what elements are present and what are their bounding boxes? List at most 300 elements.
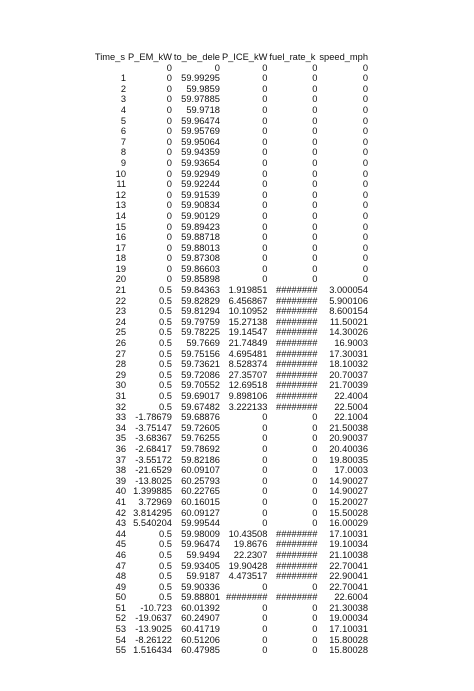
speed-cell[interactable]: 0 bbox=[362, 94, 368, 105]
time-cell[interactable]: 54 bbox=[115, 634, 126, 645]
time-cell[interactable]: 8 bbox=[120, 147, 126, 158]
p-ice-cell[interactable]: 0 bbox=[262, 263, 268, 274]
speed-cell[interactable]: 0 bbox=[362, 210, 368, 221]
speed-cell[interactable]: 16.9003 bbox=[334, 338, 368, 349]
speed-cell[interactable]: 22.70041 bbox=[329, 560, 368, 571]
to-be-dele-cell[interactable]: 59.7669 bbox=[186, 338, 220, 349]
p-ice-cell[interactable]: 15.27138 bbox=[228, 316, 268, 327]
p-em-cell[interactable]: 0.5 bbox=[158, 369, 172, 380]
speed-cell[interactable]: 0 bbox=[362, 179, 368, 190]
fuel-rate-cell[interactable]: 0 bbox=[312, 465, 318, 476]
p-ice-cell[interactable]: 6.456867 bbox=[228, 295, 268, 306]
p-ice-cell[interactable]: 4.695481 bbox=[228, 348, 268, 359]
p-ice-cell[interactable]: 19.8676 bbox=[233, 539, 268, 550]
time-cell[interactable]: 40 bbox=[115, 486, 126, 497]
speed-cell[interactable]: 0 bbox=[362, 253, 368, 264]
fuel-rate-cell[interactable]: 0 bbox=[312, 210, 318, 221]
p-ice-cell[interactable]: 0 bbox=[262, 274, 268, 285]
p-em-cell[interactable]: -13.8025 bbox=[135, 475, 172, 486]
fuel-rate-cell[interactable]: ######## bbox=[276, 369, 318, 380]
p-ice-cell[interactable]: 0 bbox=[262, 221, 268, 232]
fuel-rate-cell[interactable]: ######## bbox=[276, 391, 318, 401]
p-em-cell[interactable]: 0.5 bbox=[158, 528, 172, 539]
p-em-cell[interactable]: 0.5 bbox=[158, 401, 172, 412]
speed-cell[interactable]: 11.50021 bbox=[329, 316, 368, 327]
speed-cell[interactable]: 5.900106 bbox=[329, 295, 368, 306]
speed-cell[interactable]: 0 bbox=[362, 263, 368, 274]
fuel-rate-cell[interactable]: 0 bbox=[312, 104, 318, 115]
p-ice-cell[interactable]: 0 bbox=[262, 486, 268, 497]
speed-cell[interactable]: 22.70041 bbox=[329, 581, 368, 592]
to-be-dele-cell[interactable]: 60.41719 bbox=[181, 624, 220, 635]
time-cell[interactable]: 45 bbox=[115, 539, 126, 550]
time-cell[interactable]: 6 bbox=[120, 126, 126, 137]
p-ice-cell[interactable]: 0 bbox=[262, 210, 268, 221]
speed-cell[interactable]: 16.00029 bbox=[329, 518, 368, 529]
speed-cell[interactable]: 0 bbox=[362, 62, 368, 73]
p-ice-cell[interactable]: 0 bbox=[262, 443, 268, 454]
time-cell[interactable]: 25 bbox=[115, 327, 126, 338]
time-cell[interactable]: 14 bbox=[115, 210, 126, 221]
to-be-dele-cell[interactable]: 59.9718 bbox=[186, 104, 220, 115]
to-be-dele-cell[interactable]: 59.9859 bbox=[186, 83, 220, 94]
time-cell[interactable]: 39 bbox=[115, 475, 126, 486]
to-be-dele-cell[interactable]: 59.87308 bbox=[181, 253, 220, 264]
time-cell[interactable]: 21 bbox=[115, 285, 126, 296]
speed-cell[interactable]: 20.40036 bbox=[329, 443, 368, 454]
time-cell[interactable]: 1 bbox=[120, 73, 126, 84]
p-ice-cell[interactable]: 0 bbox=[262, 454, 268, 465]
fuel-rate-cell[interactable]: 0 bbox=[312, 496, 318, 507]
p-em-cell[interactable]: 3.72969 bbox=[138, 496, 172, 507]
to-be-dele-cell[interactable]: 59.93654 bbox=[181, 157, 220, 168]
time-cell[interactable]: 30 bbox=[115, 380, 126, 391]
p-em-cell[interactable]: 0 bbox=[166, 242, 172, 253]
to-be-dele-cell[interactable]: 59.78692 bbox=[181, 443, 220, 454]
fuel-rate-cell[interactable]: ######## bbox=[276, 306, 318, 317]
to-be-dele-cell[interactable]: 60.22765 bbox=[181, 486, 220, 497]
p-ice-cell[interactable]: 0 bbox=[262, 232, 268, 243]
p-em-cell[interactable]: 0 bbox=[166, 104, 172, 115]
time-cell[interactable]: 10 bbox=[115, 168, 126, 179]
to-be-dele-cell[interactable]: 59.79759 bbox=[181, 316, 220, 327]
p-ice-cell[interactable]: 19.90428 bbox=[228, 560, 268, 571]
fuel-rate-cell[interactable]: ######## bbox=[276, 359, 318, 370]
fuel-rate-cell[interactable]: 0 bbox=[312, 168, 318, 179]
p-ice-cell[interactable]: 10.10952 bbox=[228, 306, 268, 317]
time-cell[interactable]: 33 bbox=[115, 412, 126, 423]
p-ice-cell[interactable]: 0 bbox=[262, 126, 268, 137]
speed-cell[interactable]: 0 bbox=[362, 126, 368, 137]
fuel-rate-cell[interactable]: 0 bbox=[312, 454, 318, 465]
to-be-dele-cell[interactable]: 59.9187 bbox=[186, 571, 220, 582]
to-be-dele-cell[interactable]: 59.99295 bbox=[181, 73, 220, 84]
time-cell[interactable]: 28 bbox=[115, 359, 126, 370]
time-cell[interactable]: 23 bbox=[115, 306, 126, 317]
column-header-speed[interactable]: speed_mph bbox=[319, 52, 368, 62]
to-be-dele-cell[interactable]: 59.92949 bbox=[181, 168, 220, 179]
p-em-cell[interactable]: 0.5 bbox=[158, 348, 172, 359]
p-ice-cell[interactable]: 0 bbox=[262, 136, 268, 147]
time-cell[interactable]: 19 bbox=[115, 263, 126, 274]
time-cell[interactable]: 12 bbox=[115, 189, 126, 200]
time-cell[interactable]: 52 bbox=[115, 613, 126, 624]
speed-cell[interactable]: 0 bbox=[362, 147, 368, 158]
time-cell[interactable]: 31 bbox=[115, 391, 126, 401]
fuel-rate-cell[interactable]: ######## bbox=[276, 327, 318, 338]
fuel-rate-cell[interactable]: ######## bbox=[276, 549, 318, 560]
p-ice-cell[interactable]: 0 bbox=[262, 83, 268, 94]
p-ice-cell[interactable]: 0 bbox=[262, 115, 268, 126]
speed-cell[interactable]: 20.70037 bbox=[329, 369, 368, 380]
p-em-cell[interactable]: 0.5 bbox=[158, 571, 172, 582]
to-be-dele-cell[interactable]: 59.68876 bbox=[181, 412, 220, 423]
to-be-dele-cell[interactable]: 59.70552 bbox=[181, 380, 220, 391]
time-cell[interactable]: 53 bbox=[115, 624, 126, 635]
to-be-dele-cell[interactable]: 59.95769 bbox=[181, 126, 220, 137]
time-cell[interactable]: 20 bbox=[115, 274, 126, 285]
to-be-dele-cell[interactable]: 59.78225 bbox=[181, 327, 220, 338]
speed-cell[interactable]: 0 bbox=[362, 274, 368, 285]
p-em-cell[interactable]: 0.5 bbox=[158, 560, 172, 571]
time-cell[interactable]: 50 bbox=[115, 592, 126, 603]
to-be-dele-cell[interactable]: 59.67482 bbox=[181, 401, 220, 412]
to-be-dele-cell[interactable]: 60.47985 bbox=[181, 645, 220, 656]
p-ice-cell[interactable]: 22.2307 bbox=[233, 549, 268, 560]
time-cell[interactable]: 5 bbox=[120, 115, 126, 126]
time-cell[interactable]: 42 bbox=[115, 507, 126, 518]
p-em-cell[interactable]: 0.5 bbox=[158, 359, 172, 370]
to-be-dele-cell[interactable]: 59.9494 bbox=[186, 549, 220, 560]
to-be-dele-cell[interactable]: 59.82829 bbox=[181, 295, 220, 306]
fuel-rate-cell[interactable]: ######## bbox=[276, 560, 318, 571]
to-be-dele-cell[interactable]: 60.24907 bbox=[181, 613, 220, 624]
p-em-cell[interactable]: 0.5 bbox=[158, 391, 172, 401]
p-em-cell[interactable]: 0.5 bbox=[158, 327, 172, 338]
p-ice-cell[interactable]: 0 bbox=[262, 200, 268, 211]
p-ice-cell[interactable]: 0 bbox=[262, 465, 268, 476]
time-cell[interactable]: 27 bbox=[115, 348, 126, 359]
p-em-cell[interactable]: 0 bbox=[166, 210, 172, 221]
time-cell[interactable]: 32 bbox=[115, 401, 126, 412]
speed-cell[interactable]: 20.90037 bbox=[329, 433, 368, 444]
p-em-cell[interactable]: 1.516434 bbox=[133, 645, 172, 656]
p-ice-cell[interactable]: ######## bbox=[226, 592, 268, 603]
to-be-dele-cell[interactable]: 59.73621 bbox=[181, 359, 220, 370]
fuel-rate-cell[interactable]: 0 bbox=[312, 126, 318, 137]
fuel-rate-cell[interactable]: 0 bbox=[312, 634, 318, 645]
to-be-dele-cell[interactable]: 59.93405 bbox=[181, 560, 220, 571]
speed-cell[interactable]: 15.80028 bbox=[329, 645, 368, 656]
speed-cell[interactable]: 22.5004 bbox=[334, 401, 368, 412]
to-be-dele-cell[interactable]: 60.09107 bbox=[181, 465, 220, 476]
fuel-rate-cell[interactable]: ######## bbox=[276, 539, 318, 550]
p-ice-cell[interactable]: 19.14547 bbox=[228, 327, 268, 338]
to-be-dele-cell[interactable]: 60.16015 bbox=[181, 496, 220, 507]
fuel-rate-cell[interactable]: 0 bbox=[312, 253, 318, 264]
time-cell[interactable]: 22 bbox=[115, 295, 126, 306]
p-ice-cell[interactable]: 9.898106 bbox=[228, 391, 268, 401]
speed-cell[interactable]: 17.30031 bbox=[329, 348, 368, 359]
p-ice-cell[interactable]: 0 bbox=[262, 242, 268, 253]
fuel-rate-cell[interactable]: ######## bbox=[276, 338, 318, 349]
to-be-dele-cell[interactable]: 59.88801 bbox=[181, 592, 220, 603]
fuel-rate-cell[interactable]: 0 bbox=[312, 274, 318, 285]
p-em-cell[interactable]: 0 bbox=[166, 147, 172, 158]
p-em-cell[interactable]: 0.5 bbox=[158, 581, 172, 592]
p-em-cell[interactable]: 0 bbox=[166, 157, 172, 168]
to-be-dele-cell[interactable]: 59.88013 bbox=[181, 242, 220, 253]
speed-cell[interactable]: 14.30026 bbox=[329, 327, 368, 338]
p-ice-cell[interactable]: 0 bbox=[262, 179, 268, 190]
to-be-dele-cell[interactable]: 59.84363 bbox=[181, 285, 220, 296]
speed-cell[interactable]: 0 bbox=[362, 242, 368, 253]
to-be-dele-cell[interactable]: 59.97885 bbox=[181, 94, 220, 105]
time-cell[interactable]: 34 bbox=[115, 422, 126, 433]
p-em-cell[interactable]: -21.6529 bbox=[135, 465, 172, 476]
fuel-rate-cell[interactable]: ######## bbox=[276, 348, 318, 359]
time-cell[interactable]: 17 bbox=[115, 242, 126, 253]
time-cell[interactable]: 2 bbox=[120, 83, 126, 94]
speed-cell[interactable]: 17.10031 bbox=[329, 624, 368, 635]
speed-cell[interactable]: 19.00034 bbox=[329, 613, 368, 624]
speed-cell[interactable]: 21.30038 bbox=[329, 602, 368, 613]
to-be-dele-cell[interactable]: 60.01392 bbox=[181, 602, 220, 613]
speed-cell[interactable]: 0 bbox=[362, 221, 368, 232]
to-be-dele-cell[interactable]: 59.82186 bbox=[181, 454, 220, 465]
p-ice-cell[interactable]: 0 bbox=[262, 62, 268, 73]
p-em-cell[interactable]: 0 bbox=[166, 62, 172, 73]
fuel-rate-cell[interactable]: ######## bbox=[276, 316, 318, 327]
p-ice-cell[interactable]: 0 bbox=[262, 433, 268, 444]
speed-cell[interactable]: 0 bbox=[362, 104, 368, 115]
time-cell[interactable]: 36 bbox=[115, 443, 126, 454]
to-be-dele-cell[interactable]: 59.81294 bbox=[181, 306, 220, 317]
time-cell[interactable]: 51 bbox=[115, 602, 126, 613]
column-header-to-be-deleted[interactable]: to_be_dele bbox=[173, 52, 220, 62]
fuel-rate-cell[interactable]: ######## bbox=[276, 295, 318, 306]
column-header-fuel-rate[interactable]: fuel_rate_k bbox=[269, 52, 316, 62]
to-be-dele-cell[interactable]: 60.09127 bbox=[181, 507, 220, 518]
p-em-cell[interactable]: 0 bbox=[166, 274, 172, 285]
to-be-dele-cell[interactable]: 59.90834 bbox=[181, 200, 220, 211]
time-cell[interactable]: 4 bbox=[120, 104, 126, 115]
p-ice-cell[interactable]: 0 bbox=[262, 507, 268, 518]
p-em-cell[interactable]: -2.68417 bbox=[135, 443, 172, 454]
p-ice-cell[interactable]: 4.473517 bbox=[228, 571, 268, 582]
p-em-cell[interactable]: 0.5 bbox=[158, 295, 172, 306]
time-cell[interactable]: 24 bbox=[115, 316, 126, 327]
fuel-rate-cell[interactable]: ######## bbox=[276, 528, 318, 539]
speed-cell[interactable]: 8.600154 bbox=[329, 306, 368, 317]
speed-cell[interactable]: 0 bbox=[362, 189, 368, 200]
fuel-rate-cell[interactable]: 0 bbox=[312, 115, 318, 126]
p-ice-cell[interactable]: 0 bbox=[262, 581, 268, 592]
to-be-dele-cell[interactable]: 59.98009 bbox=[181, 528, 220, 539]
fuel-rate-cell[interactable]: 0 bbox=[312, 602, 318, 613]
to-be-dele-cell[interactable]: 60.51206 bbox=[181, 634, 220, 645]
to-be-dele-cell[interactable]: 59.69017 bbox=[181, 391, 220, 401]
time-cell[interactable]: 35 bbox=[115, 433, 126, 444]
time-cell[interactable]: 26 bbox=[115, 338, 126, 349]
p-ice-cell[interactable]: 10.43508 bbox=[228, 528, 268, 539]
p-em-cell[interactable]: 5.540204 bbox=[133, 518, 172, 529]
p-em-cell[interactable]: 0 bbox=[166, 263, 172, 274]
p-ice-cell[interactable]: 3.222133 bbox=[228, 401, 268, 412]
fuel-rate-cell[interactable]: ######## bbox=[276, 401, 318, 412]
fuel-rate-cell[interactable]: 0 bbox=[312, 433, 318, 444]
to-be-dele-cell[interactable]: 59.89423 bbox=[181, 221, 220, 232]
p-em-cell[interactable]: 0 bbox=[166, 168, 172, 179]
p-em-cell[interactable]: 0 bbox=[166, 136, 172, 147]
fuel-rate-cell[interactable]: 0 bbox=[312, 475, 318, 486]
column-header-time[interactable]: Time_s bbox=[94, 52, 125, 62]
p-ice-cell[interactable]: 0 bbox=[262, 189, 268, 200]
p-em-cell[interactable]: 0 bbox=[166, 189, 172, 200]
p-em-cell[interactable]: 0 bbox=[166, 232, 172, 243]
speed-cell[interactable]: 17.10031 bbox=[329, 528, 368, 539]
fuel-rate-cell[interactable]: 0 bbox=[312, 136, 318, 147]
speed-cell[interactable]: 21.10038 bbox=[329, 549, 368, 560]
speed-cell[interactable]: 19.10034 bbox=[329, 539, 368, 550]
p-em-cell[interactable]: 0.5 bbox=[158, 316, 172, 327]
speed-cell[interactable]: 0 bbox=[362, 157, 368, 168]
p-ice-cell[interactable]: 0 bbox=[262, 168, 268, 179]
speed-cell[interactable]: 14.90027 bbox=[329, 475, 368, 486]
p-ice-cell[interactable]: 0 bbox=[262, 253, 268, 264]
p-ice-cell[interactable]: 0 bbox=[262, 422, 268, 433]
p-em-cell[interactable]: 0 bbox=[166, 126, 172, 137]
time-cell[interactable]: 41 bbox=[115, 496, 126, 507]
p-em-cell[interactable]: -10.723 bbox=[140, 602, 172, 613]
p-ice-cell[interactable]: 0 bbox=[262, 73, 268, 84]
to-be-dele-cell[interactable]: 59.90129 bbox=[181, 210, 220, 221]
p-em-cell[interactable]: 0 bbox=[166, 221, 172, 232]
to-be-dele-cell[interactable]: 59.88718 bbox=[181, 232, 220, 243]
fuel-rate-cell[interactable]: 0 bbox=[312, 62, 318, 73]
fuel-rate-cell[interactable]: 0 bbox=[312, 157, 318, 168]
fuel-rate-cell[interactable]: ######## bbox=[276, 380, 318, 391]
p-ice-cell[interactable]: 0 bbox=[262, 624, 268, 635]
p-em-cell[interactable]: 0.5 bbox=[158, 539, 172, 550]
to-be-dele-cell[interactable]: 59.99544 bbox=[181, 518, 220, 529]
fuel-rate-cell[interactable]: ######## bbox=[276, 571, 318, 582]
p-ice-cell[interactable]: 0 bbox=[262, 496, 268, 507]
time-cell[interactable] bbox=[68, 63, 127, 74]
p-em-cell[interactable]: 0 bbox=[166, 73, 172, 84]
p-em-cell[interactable]: 0.5 bbox=[158, 338, 172, 349]
fuel-rate-cell[interactable]: ######## bbox=[276, 592, 318, 603]
to-be-dele-cell[interactable]: 59.96474 bbox=[181, 115, 220, 126]
speed-cell[interactable]: 0 bbox=[362, 83, 368, 94]
time-cell[interactable]: 43 bbox=[115, 518, 126, 529]
time-cell[interactable]: 29 bbox=[115, 369, 126, 380]
p-em-cell[interactable]: 0.5 bbox=[158, 380, 172, 391]
p-ice-cell[interactable]: 0 bbox=[262, 147, 268, 158]
to-be-dele-cell[interactable]: 59.90336 bbox=[181, 581, 220, 592]
p-em-cell[interactable]: 0 bbox=[166, 200, 172, 211]
p-ice-cell[interactable]: 0 bbox=[262, 634, 268, 645]
p-ice-cell[interactable]: 1.919851 bbox=[228, 285, 268, 296]
column-header-p-em[interactable]: P_EM_kW bbox=[128, 52, 172, 62]
to-be-dele-cell[interactable]: 59.72605 bbox=[181, 422, 220, 433]
fuel-rate-cell[interactable]: 0 bbox=[312, 147, 318, 158]
p-em-cell[interactable]: 0.5 bbox=[158, 306, 172, 317]
fuel-rate-cell[interactable]: 0 bbox=[312, 189, 318, 200]
p-em-cell[interactable]: 0 bbox=[166, 179, 172, 190]
to-be-dele-cell[interactable]: 59.76255 bbox=[181, 433, 220, 444]
time-cell[interactable]: 13 bbox=[115, 200, 126, 211]
time-cell[interactable]: 16 bbox=[115, 232, 126, 243]
speed-cell[interactable]: 19.80035 bbox=[329, 454, 368, 465]
time-cell[interactable]: 49 bbox=[115, 581, 126, 592]
fuel-rate-cell[interactable]: 0 bbox=[312, 83, 318, 94]
speed-cell[interactable]: 3.000054 bbox=[329, 285, 368, 296]
to-be-dele-cell[interactable]: 59.92244 bbox=[181, 179, 220, 190]
p-em-cell[interactable]: -3.55172 bbox=[135, 454, 172, 465]
to-be-dele-cell[interactable]: 59.72086 bbox=[181, 369, 220, 380]
p-ice-cell[interactable]: 0 bbox=[262, 613, 268, 624]
fuel-rate-cell[interactable]: 0 bbox=[312, 179, 318, 190]
time-cell[interactable]: 15 bbox=[115, 221, 126, 232]
speed-cell[interactable]: 18.10032 bbox=[329, 359, 368, 370]
p-em-cell[interactable]: -1.78679 bbox=[135, 412, 172, 423]
to-be-dele-cell[interactable]: 59.91539 bbox=[181, 189, 220, 200]
p-em-cell[interactable]: 0 bbox=[166, 253, 172, 264]
time-cell[interactable]: 11 bbox=[116, 179, 126, 190]
p-ice-cell[interactable]: 0 bbox=[262, 645, 268, 656]
p-ice-cell[interactable]: 0 bbox=[262, 412, 268, 423]
p-em-cell[interactable]: 0 bbox=[166, 115, 172, 126]
time-cell[interactable]: 18 bbox=[115, 253, 126, 264]
speed-cell[interactable]: 14.90027 bbox=[329, 486, 368, 497]
fuel-rate-cell[interactable]: 0 bbox=[312, 200, 318, 211]
time-cell[interactable]: 37 bbox=[115, 454, 126, 465]
to-be-dele-cell[interactable]: 0 bbox=[214, 62, 220, 73]
p-em-cell[interactable]: -19.0637 bbox=[135, 613, 172, 624]
time-cell[interactable]: 48 bbox=[115, 571, 126, 582]
p-ice-cell[interactable]: 8.528374 bbox=[228, 359, 268, 370]
p-em-cell[interactable]: -13.9025 bbox=[135, 624, 172, 635]
speed-cell[interactable]: 22.4004 bbox=[334, 391, 368, 401]
fuel-rate-cell[interactable]: 0 bbox=[312, 443, 318, 454]
time-cell[interactable]: 44 bbox=[115, 528, 126, 539]
p-em-cell[interactable]: 0 bbox=[166, 94, 172, 105]
fuel-rate-cell[interactable]: 0 bbox=[312, 613, 318, 624]
to-be-dele-cell[interactable]: 59.86603 bbox=[181, 263, 220, 274]
p-em-cell[interactable]: 0.5 bbox=[158, 549, 172, 560]
speed-cell[interactable]: 0 bbox=[362, 232, 368, 243]
speed-cell[interactable]: 21.70039 bbox=[329, 380, 368, 391]
speed-cell[interactable]: 0 bbox=[362, 73, 368, 84]
speed-cell[interactable]: 17.0003 bbox=[334, 465, 368, 476]
p-ice-cell[interactable]: 0 bbox=[262, 94, 268, 105]
column-header-p-ice[interactable]: P_ICE_kW bbox=[221, 52, 268, 62]
speed-cell[interactable]: 21.50038 bbox=[329, 422, 368, 433]
p-ice-cell[interactable]: 0 bbox=[262, 602, 268, 613]
speed-cell[interactable]: 22.90041 bbox=[329, 571, 368, 582]
speed-cell[interactable]: 0 bbox=[362, 168, 368, 179]
fuel-rate-cell[interactable]: 0 bbox=[312, 581, 318, 592]
speed-cell[interactable]: 15.80028 bbox=[329, 634, 368, 645]
time-cell[interactable]: 9 bbox=[120, 157, 126, 168]
fuel-rate-cell[interactable]: ######## bbox=[276, 285, 318, 296]
fuel-rate-cell[interactable]: 0 bbox=[312, 645, 318, 656]
fuel-rate-cell[interactable]: 0 bbox=[312, 507, 318, 518]
speed-cell[interactable]: 0 bbox=[362, 136, 368, 147]
p-em-cell[interactable]: 0 bbox=[166, 83, 172, 94]
fuel-rate-cell[interactable]: 0 bbox=[312, 94, 318, 105]
